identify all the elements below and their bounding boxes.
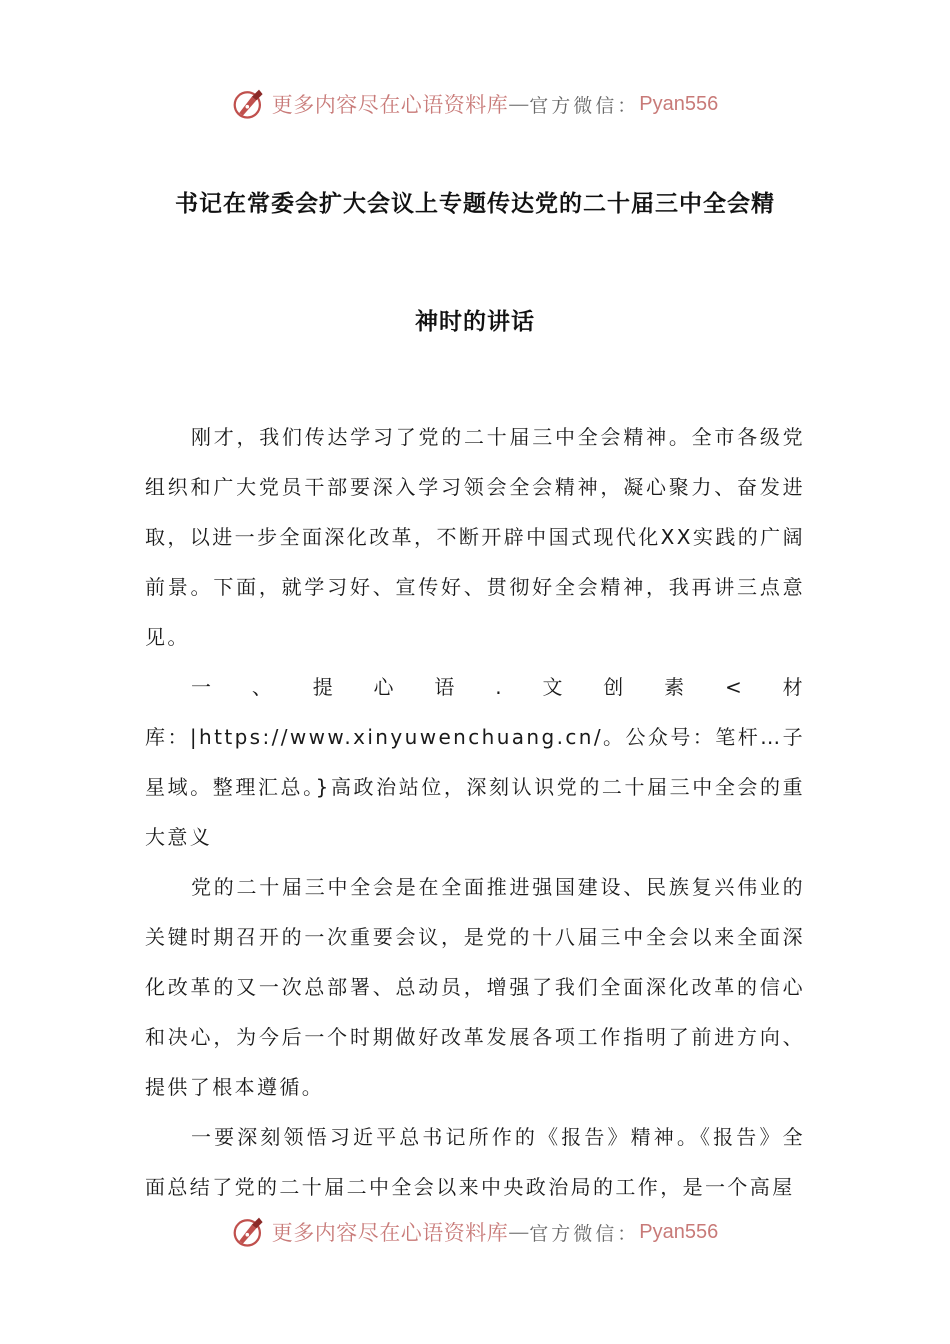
document-title-line-2: 神时的讲话 [415, 309, 535, 335]
paragraph: 刚才，我们传达学习了党的二十届三中全会精神。全市各级党组织和广大党员干部要深入学习领会全会精神，凝心聚力、奋发进取，以进一步全面深化改革，不断开辟中国式现代化XX实践的广阔前景。下面，就学习好、宣传好、贯彻好全会精神，我再讲三点意见。 [145, 425, 805, 649]
document-title-line-1: 书记在常委会扩大会议上专题传达党的二十届三中全会精 [175, 191, 775, 217]
paragraph: 一要深刻领悟习近平总书记所作的《报告》精神。《报告》全面总结了党的二十届二中全会以来中央政治局的工作，是一个高屋 [145, 1125, 805, 1199]
pen-nib-logo-icon [232, 1214, 268, 1250]
document-body [145, 412, 805, 1212]
banner-main-text: 更多内容尽在心语资料库 [271, 1221, 509, 1245]
header-banner [0, 82, 950, 126]
paragraph: 一、提心语.文创素<材库：|https://www.xinyuwenchuang.cn/。公众号：笔杆…子星域。整理汇总。}高政治站位，深刻认识党的二十届三中全会的重大意义 [145, 675, 805, 849]
banner-dash: — [508, 92, 530, 116]
banner-dash: — [508, 1220, 530, 1244]
banner-main-text: 更多内容尽在心语资料库 [271, 93, 509, 117]
pen-nib-logo-icon [232, 86, 268, 122]
footer-banner [0, 1210, 950, 1254]
paragraph: 党的二十届三中全会是在全面推进强国建设、民族复兴伟业的关键时期召开的一次重要会议，是党的十八届三中全会以来全面深化改革的又一次总部署、总动员，增强了我们全面深化改革的信心和决心，为今后一个时期做好改革发展各项工作指明了前进方向、提供了根本遵循。 [145, 875, 805, 1099]
banner-wechat-label: 官方微信： [529, 1222, 640, 1245]
banner-wechat-id: Pyan556 [639, 1220, 719, 1243]
banner-wechat-id: Pyan556 [639, 92, 719, 115]
banner-wechat-label: 官方微信： [529, 94, 640, 117]
